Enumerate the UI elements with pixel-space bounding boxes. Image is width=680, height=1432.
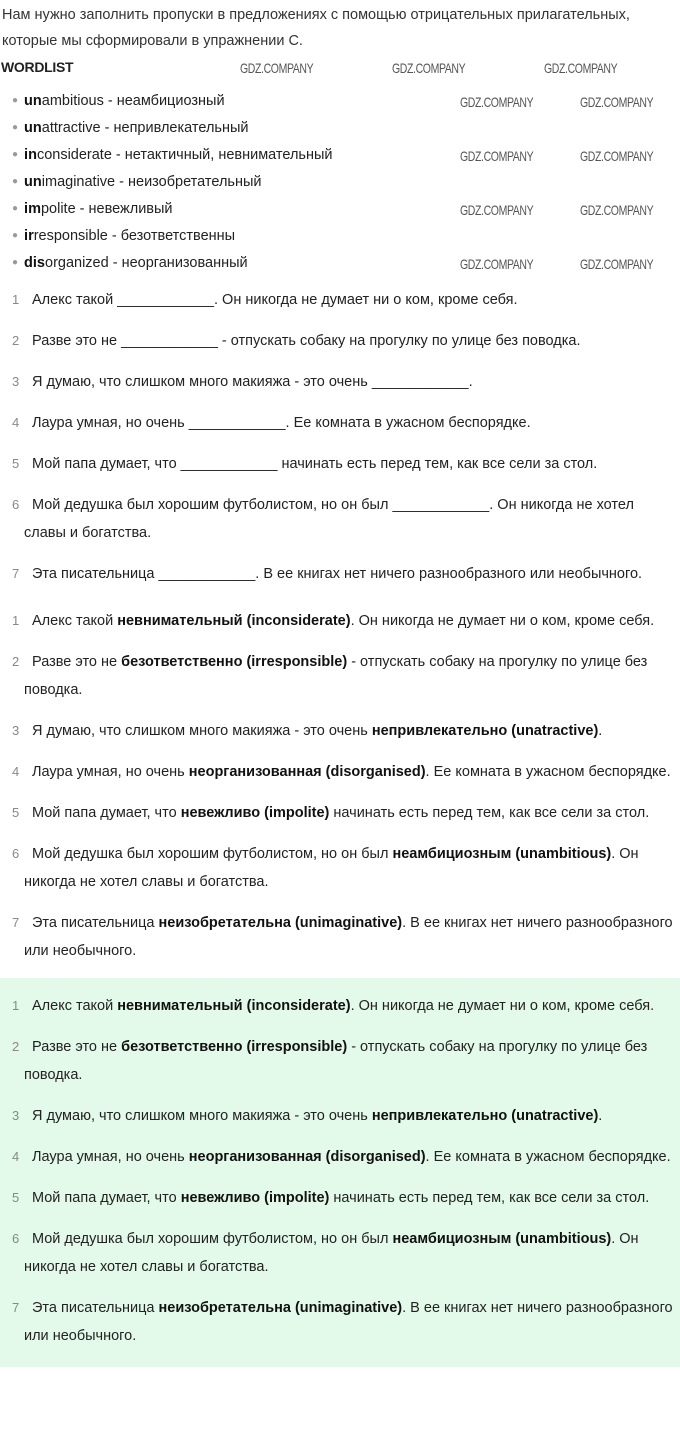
answer-before: Лаура умная, но очень <box>32 1149 189 1165</box>
answer-before: Лаура умная, но очень <box>32 764 189 780</box>
word-translation: - неамбициозный <box>103 93 225 109</box>
answer-after: . Он никогда не думает ни о ком, кроме себя. <box>350 613 655 629</box>
item-number: 4 <box>12 415 20 430</box>
wordlist-item <box>12 142 333 169</box>
wordlist-item <box>12 250 333 277</box>
watermark-text: GDZ.COMPANY <box>392 60 466 76</box>
watermark-text: GDZ.COMPANY <box>240 60 314 76</box>
word-translation: - нетактичный, невнимательный <box>111 147 333 163</box>
answer-after: . В ее книгах нет ничего разнообразного или необычного. <box>24 915 673 959</box>
answer-word: неамбициозным (unambitious) <box>392 1231 612 1247</box>
answer-after: . Он никогда не думает ни о ком, кроме себя. <box>350 998 655 1014</box>
wordlist-heading: WORDLIST <box>1 59 74 75</box>
watermark-text: GDZ.COMPANY <box>580 94 654 110</box>
answer-word: неорганизованная (disorganised) <box>188 1149 426 1165</box>
answer-item <box>0 607 680 635</box>
watermark-text: GDZ.COMPANY <box>460 256 534 272</box>
item-text: Алекс такой ____________. Он никогда не думает ни о ком, кроме себя. <box>32 292 518 308</box>
word-rest: polite <box>40 201 76 217</box>
exercise-item <box>0 368 680 396</box>
answer-item <box>0 799 680 827</box>
item-number: 4 <box>12 1149 20 1164</box>
answer-before: Разве это не <box>32 654 122 670</box>
answer-after: . Он никогда не хотел славы и богатства. <box>24 1231 639 1275</box>
answer-text <box>24 654 647 698</box>
item-text: Мой дедушка был хорошим футболистом, но он был ____________. Он никогда не хотел славы и богатства. <box>24 497 634 541</box>
intro-text: Нам нужно заполнить пропуски в предложениях с помощью отрицательных прилагательных, которые мы сформировали в упражнении C. <box>2 7 630 49</box>
answer-text <box>24 915 673 959</box>
bullet-icon: ● <box>12 95 19 107</box>
watermark-text: GDZ.COMPANY <box>460 202 534 218</box>
bullet-icon: ● <box>12 149 19 161</box>
answer-word: непривлекательно (unatractive) <box>371 723 599 739</box>
answer-text <box>24 1190 649 1206</box>
answers-list <box>0 601 680 965</box>
answer-text <box>24 723 602 739</box>
answer-after: - отпускать собаку на прогулку по улице без поводка. <box>24 654 648 698</box>
bullet-icon: ● <box>12 122 19 134</box>
exercise-item <box>0 286 680 314</box>
answer-before: Мой папа думает, что <box>32 805 181 821</box>
wordlist-item <box>12 223 333 250</box>
answer-item <box>0 840 680 896</box>
answer-after: - отпускать собаку на прогулку по улице без поводка. <box>24 1039 648 1083</box>
answer-item <box>0 1225 680 1281</box>
word-prefix: dis <box>24 255 45 271</box>
watermark-text: GDZ.COMPANY <box>460 148 534 164</box>
answer-text <box>24 1108 602 1124</box>
watermark-text: GDZ.COMPANY <box>580 148 654 164</box>
item-number: 6 <box>12 1231 20 1246</box>
word-translation: - невежливый <box>75 201 173 217</box>
watermark-text: GDZ.COMPANY <box>580 202 654 218</box>
word-prefix: un <box>24 93 42 109</box>
answer-before: Разве это не <box>32 1039 122 1055</box>
answer-word: невежливо (impolite) <box>180 805 330 821</box>
item-number: 3 <box>12 723 20 738</box>
wordlist-item <box>12 169 333 196</box>
answer-text <box>24 1300 673 1344</box>
answer-word: неорганизованная (disorganised) <box>188 764 426 780</box>
answer-after: . <box>598 1108 603 1124</box>
item-number: 1 <box>12 292 20 307</box>
word-translation: - неизобретательный <box>115 174 262 190</box>
answer-item <box>0 717 680 745</box>
answer-before: Я думаю, что слишком много макияжа - это очень <box>32 1108 372 1124</box>
answer-before: Мой папа думает, что <box>32 1190 181 1206</box>
wordlist-item <box>12 115 333 142</box>
answer-after: . Он никогда не хотел славы и богатства. <box>24 846 639 890</box>
word-translation: - непривлекательный <box>100 120 249 136</box>
watermark-text: GDZ.COMPANY <box>580 256 654 272</box>
item-number: 7 <box>12 915 20 930</box>
item-number: 5 <box>12 456 20 471</box>
answer-text <box>24 1149 671 1165</box>
answer-text <box>24 998 654 1014</box>
exercise-item <box>0 327 680 355</box>
item-text: Я думаю, что слишком много макияжа - это очень ____________. <box>32 374 473 390</box>
word-rest: imaginative <box>41 174 116 190</box>
item-text: Эта писательница ____________. В ее книгах нет ничего разнообразного или необычного. <box>32 566 643 582</box>
answer-word: неамбициозным (unambitious) <box>392 846 612 862</box>
answer-text <box>24 613 654 629</box>
item-number: 1 <box>12 613 20 628</box>
exercise-item <box>0 450 680 478</box>
word-rest: responsible <box>33 228 108 244</box>
item-number: 2 <box>12 1039 20 1054</box>
word-translation: - неорганизованный <box>108 255 248 271</box>
bullet-icon: ● <box>12 203 19 215</box>
item-number: 1 <box>12 998 20 1013</box>
answer-item <box>0 1143 680 1171</box>
answer-before: Алекс такой <box>32 613 118 629</box>
answer-text <box>24 764 671 780</box>
item-text: Мой папа думает, что ____________ начинать есть перед тем, как все сели за стол. <box>32 456 598 472</box>
word-prefix: un <box>24 120 42 136</box>
item-number: 4 <box>12 764 20 779</box>
answer-after: . Ее комната в ужасном беспорядке. <box>425 1149 671 1165</box>
item-number: 2 <box>12 654 20 669</box>
word-prefix: in <box>24 147 37 163</box>
word-prefix: im <box>24 201 41 217</box>
answer-before: Алекс такой <box>32 998 118 1014</box>
answer-before: Эта писательница <box>32 915 159 931</box>
exercise-item <box>0 491 680 547</box>
item-number: 3 <box>12 1108 20 1123</box>
answer-word: неизобретательна (unimaginative) <box>158 915 403 931</box>
answer-item <box>0 758 680 786</box>
answer-item <box>0 1033 680 1089</box>
answer-item <box>0 909 680 965</box>
answer-after: . Ее комната в ужасном беспорядке. <box>425 764 671 780</box>
header-area <box>0 0 680 280</box>
answer-before: Я думаю, что слишком много макияжа - это очень <box>32 723 372 739</box>
item-number: 7 <box>12 566 20 581</box>
bullet-icon: ● <box>12 230 19 242</box>
answers-highlight-block <box>0 978 680 1367</box>
wordlist <box>12 88 333 277</box>
answer-word: безответственно (irresponsible) <box>121 1039 348 1055</box>
answer-text <box>24 846 639 890</box>
answer-item <box>0 1294 680 1350</box>
item-number: 2 <box>12 333 20 348</box>
wordlist-item <box>12 196 333 223</box>
item-text: Разве это не ____________ - отпускать собаку на прогулку по улице без поводка. <box>32 333 581 349</box>
item-number: 3 <box>12 374 20 389</box>
word-translation: - безответственны <box>107 228 236 244</box>
answer-word: невежливо (impolite) <box>180 1190 330 1206</box>
answer-after: начинать есть перед тем, как все сели за стол. <box>329 805 650 821</box>
word-rest: considerate <box>36 147 112 163</box>
answer-item <box>0 1184 680 1212</box>
word-prefix: un <box>24 174 42 190</box>
item-number: 5 <box>12 1190 20 1205</box>
answers-list-highlighted <box>0 986 680 1350</box>
answer-word: невнимательный (inconsiderate) <box>117 998 351 1014</box>
item-number: 6 <box>12 846 20 861</box>
exercise-item <box>0 560 680 588</box>
watermark-text: GDZ.COMPANY <box>544 60 618 76</box>
answer-after: . В ее книгах нет ничего разнообразного или необычного. <box>24 1300 673 1344</box>
answer-text <box>24 1231 639 1275</box>
word-rest: attractive <box>41 120 101 136</box>
exercise-item <box>0 409 680 437</box>
answer-word: невнимательный (inconsiderate) <box>117 613 351 629</box>
answer-before: Мой дедушка был хорошим футболистом, но он был <box>32 846 393 862</box>
bullet-icon: ● <box>12 257 19 269</box>
answer-word: непривлекательно (unatractive) <box>371 1108 599 1124</box>
answer-item <box>0 648 680 704</box>
item-text: Лаура умная, но очень ____________. Ее комната в ужасном беспорядке. <box>32 415 531 431</box>
answer-after: начинать есть перед тем, как все сели за стол. <box>329 1190 650 1206</box>
item-number: 5 <box>12 805 20 820</box>
answer-word: безответственно (irresponsible) <box>121 654 348 670</box>
answer-item <box>0 1102 680 1130</box>
answer-word: неизобретательна (unimaginative) <box>158 1300 403 1316</box>
answer-after: . <box>598 723 603 739</box>
watermark-text: GDZ.COMPANY <box>460 94 534 110</box>
bullet-icon: ● <box>12 176 19 188</box>
answer-before: Эта писательница <box>32 1300 159 1316</box>
word-rest: ambitious <box>41 93 104 109</box>
item-number: 7 <box>12 1300 20 1315</box>
answer-text <box>24 1039 647 1083</box>
exercise-list <box>0 280 680 588</box>
answer-item <box>0 992 680 1020</box>
answer-text <box>24 805 649 821</box>
item-number: 6 <box>12 497 20 512</box>
word-prefix: ir <box>24 228 34 244</box>
answer-before: Мой дедушка был хорошим футболистом, но он был <box>32 1231 393 1247</box>
wordlist-item <box>12 88 333 115</box>
word-rest: organized <box>45 255 109 271</box>
